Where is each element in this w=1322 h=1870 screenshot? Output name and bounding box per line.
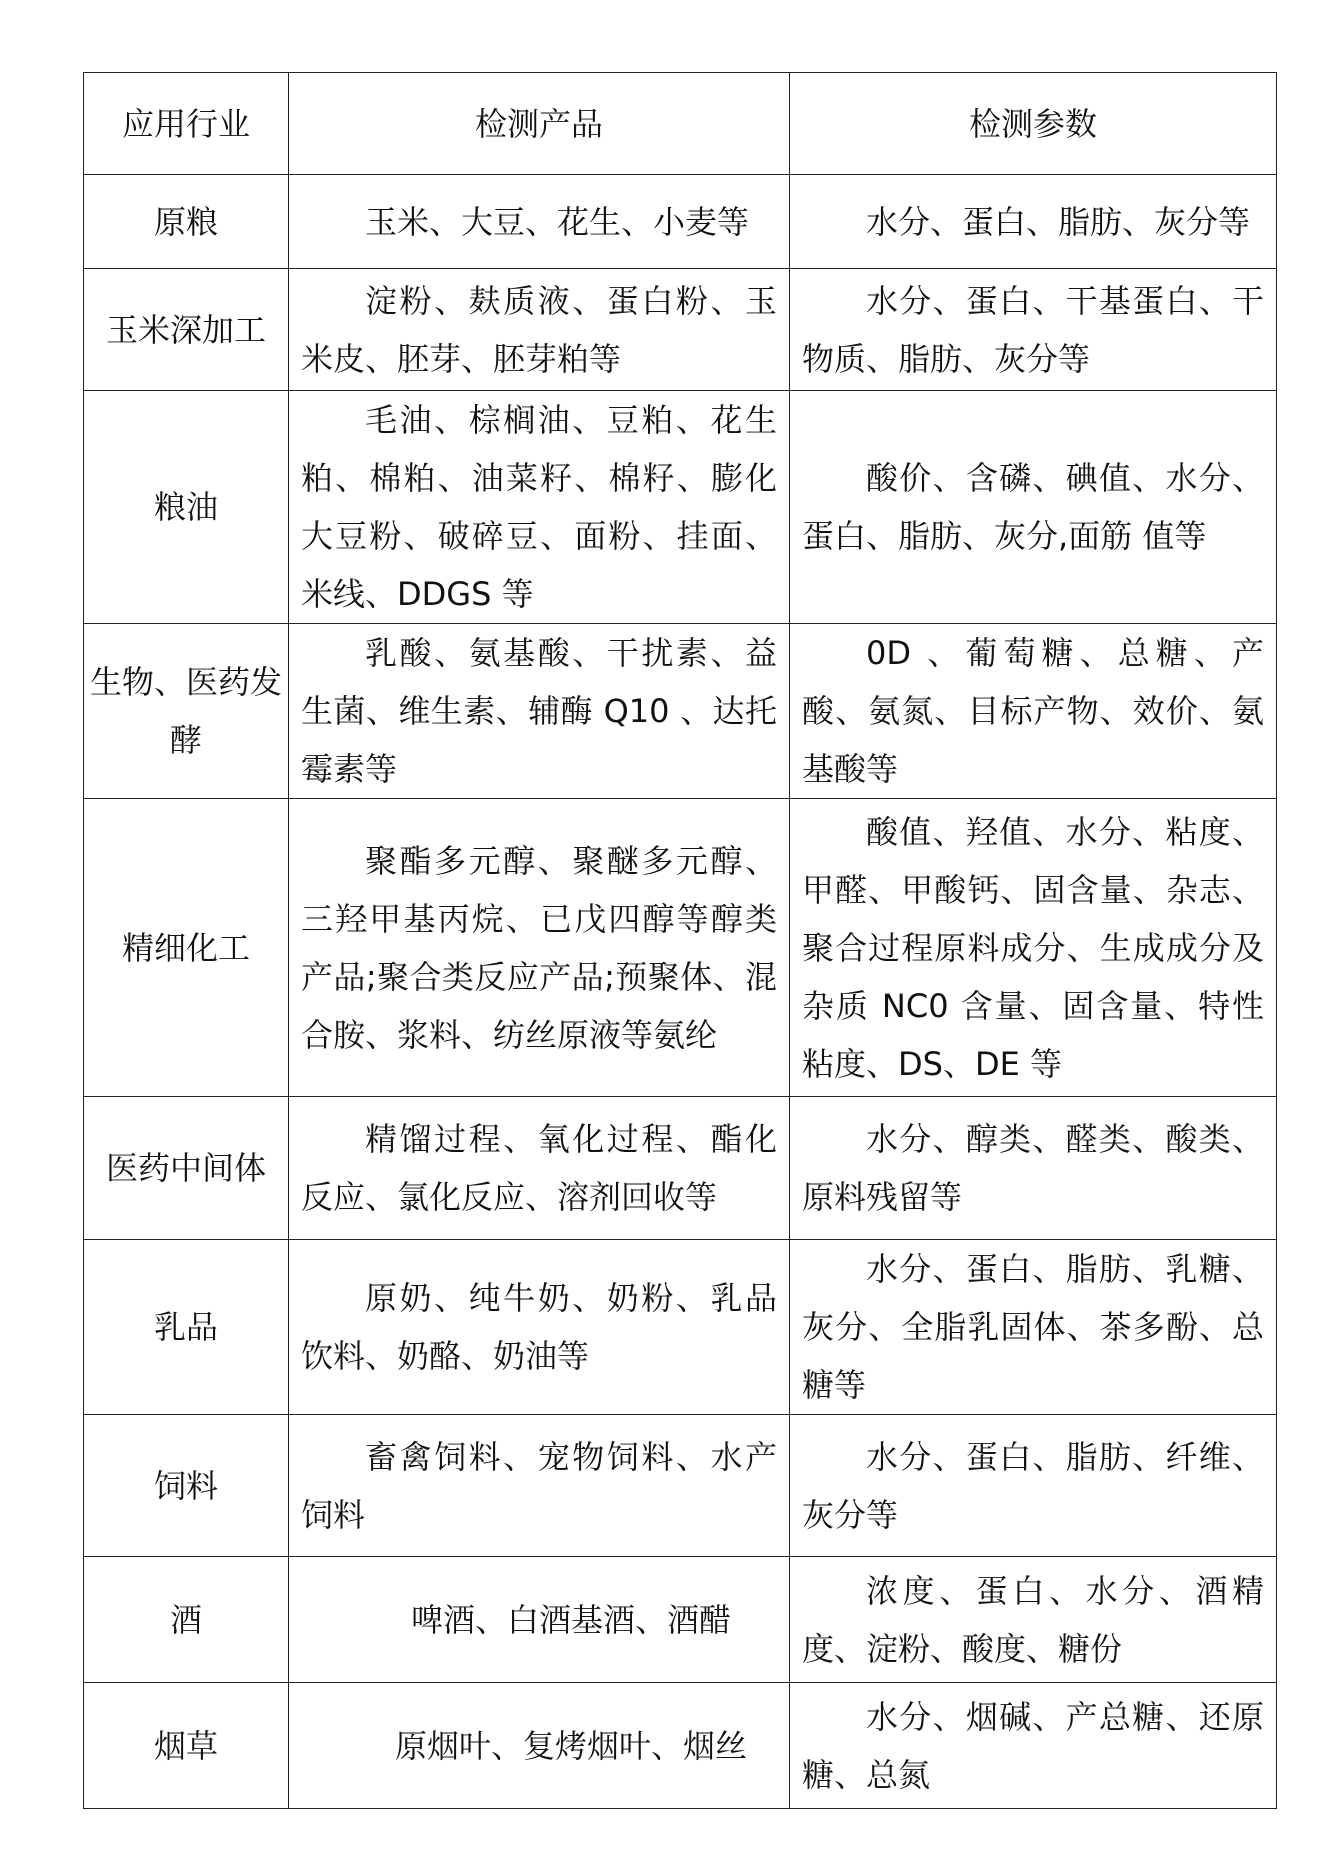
table-row [84, 624, 1277, 799]
parameters-cell: 酸价、含磷、碘值、水分、蛋白、脂肪、灰分,面筋 值等 [790, 391, 1277, 624]
table-row [84, 1557, 1277, 1683]
products-cell: 玉米、大豆、花生、小麦等 [289, 175, 790, 269]
table-row [84, 1097, 1277, 1240]
table-row [84, 175, 1277, 269]
products-cell: 乳酸、氨基酸、干扰素、益生菌、维生素、辅酶 Q10 、达托霉素等 [289, 624, 790, 799]
detection-table [83, 72, 1277, 1809]
parameters-cell: 水分、蛋白、脂肪、纤维、灰分等 [790, 1415, 1277, 1557]
table-header-row [84, 73, 1277, 175]
header-products: 检测产品 [289, 73, 790, 175]
industry-cell: 饲料 [84, 1415, 289, 1557]
products-cell: 原奶、纯牛奶、奶粉、乳品饮料、奶酪、奶油等 [289, 1240, 790, 1415]
header-parameters: 检测参数 [790, 73, 1277, 175]
table-row [84, 391, 1277, 624]
industry-cell: 酒 [84, 1557, 289, 1683]
parameters-cell: 水分、蛋白、脂肪、灰分等 [790, 175, 1277, 269]
industry-cell: 精细化工 [84, 799, 289, 1097]
table-row [84, 1240, 1277, 1415]
table-row [84, 799, 1277, 1097]
parameters-cell: 水分、蛋白、干基蛋白、干物质、脂肪、灰分等 [790, 269, 1277, 391]
products-cell: 畜禽饲料、宠物饲料、水产饲料 [289, 1415, 790, 1557]
parameters-cell: 浓度、蛋白、水分、酒精度、淀粉、酸度、糖份 [790, 1557, 1277, 1683]
table-row [84, 269, 1277, 391]
products-cell: 聚酯多元醇、聚醚多元醇、三羟甲基丙烷、已戊四醇等醇类产品;聚合类反应产品;预聚体、混合胺、浆料、纺丝原液等氨纶 [289, 799, 790, 1097]
parameters-cell: 0D 、葡萄糖、总糖、产酸、氨氮、目标产物、效价、氨基酸等 [790, 624, 1277, 799]
parameters-cell: 酸值、羟值、水分、粘度、甲醛、甲酸钙、固含量、杂志、聚合过程原料成分、生成成分及杂质 NC0 含量、固含量、特性粘度、DS、DE 等 [790, 799, 1277, 1097]
industry-cell: 原粮 [84, 175, 289, 269]
document-page [83, 72, 1276, 1809]
products-cell: 啤酒、白酒基酒、酒醋 [289, 1557, 790, 1683]
industry-cell: 医药中间体 [84, 1097, 289, 1240]
industry-cell: 玉米深加工 [84, 269, 289, 391]
industry-cell: 烟草 [84, 1683, 289, 1809]
industry-cell: 粮油 [84, 391, 289, 624]
products-cell: 淀粉、麸质液、蛋白粉、玉米皮、胚芽、胚芽粕等 [289, 269, 790, 391]
table-row [84, 1415, 1277, 1557]
parameters-cell: 水分、烟碱、产总糖、还原糖、总氮 [790, 1683, 1277, 1809]
parameters-cell: 水分、蛋白、脂肪、乳糖、灰分、全脂乳固体、茶多酚、总糖等 [790, 1240, 1277, 1415]
parameters-cell: 水分、醇类、醛类、酸类、原料残留等 [790, 1097, 1277, 1240]
products-cell: 原烟叶、复烤烟叶、烟丝 [289, 1683, 790, 1809]
industry-cell: 乳品 [84, 1240, 289, 1415]
industry-cell: 生物、医药发酵 [84, 624, 289, 799]
header-industry: 应用行业 [84, 73, 289, 175]
products-cell: 精馏过程、氧化过程、酯化反应、氯化反应、溶剂回收等 [289, 1097, 790, 1240]
table-row [84, 1683, 1277, 1809]
products-cell: 毛油、棕榈油、豆粕、花生粕、棉粕、油菜籽、棉籽、膨化大豆粉、破碎豆、面粉、挂面、米线、DDGS 等 [289, 391, 790, 624]
